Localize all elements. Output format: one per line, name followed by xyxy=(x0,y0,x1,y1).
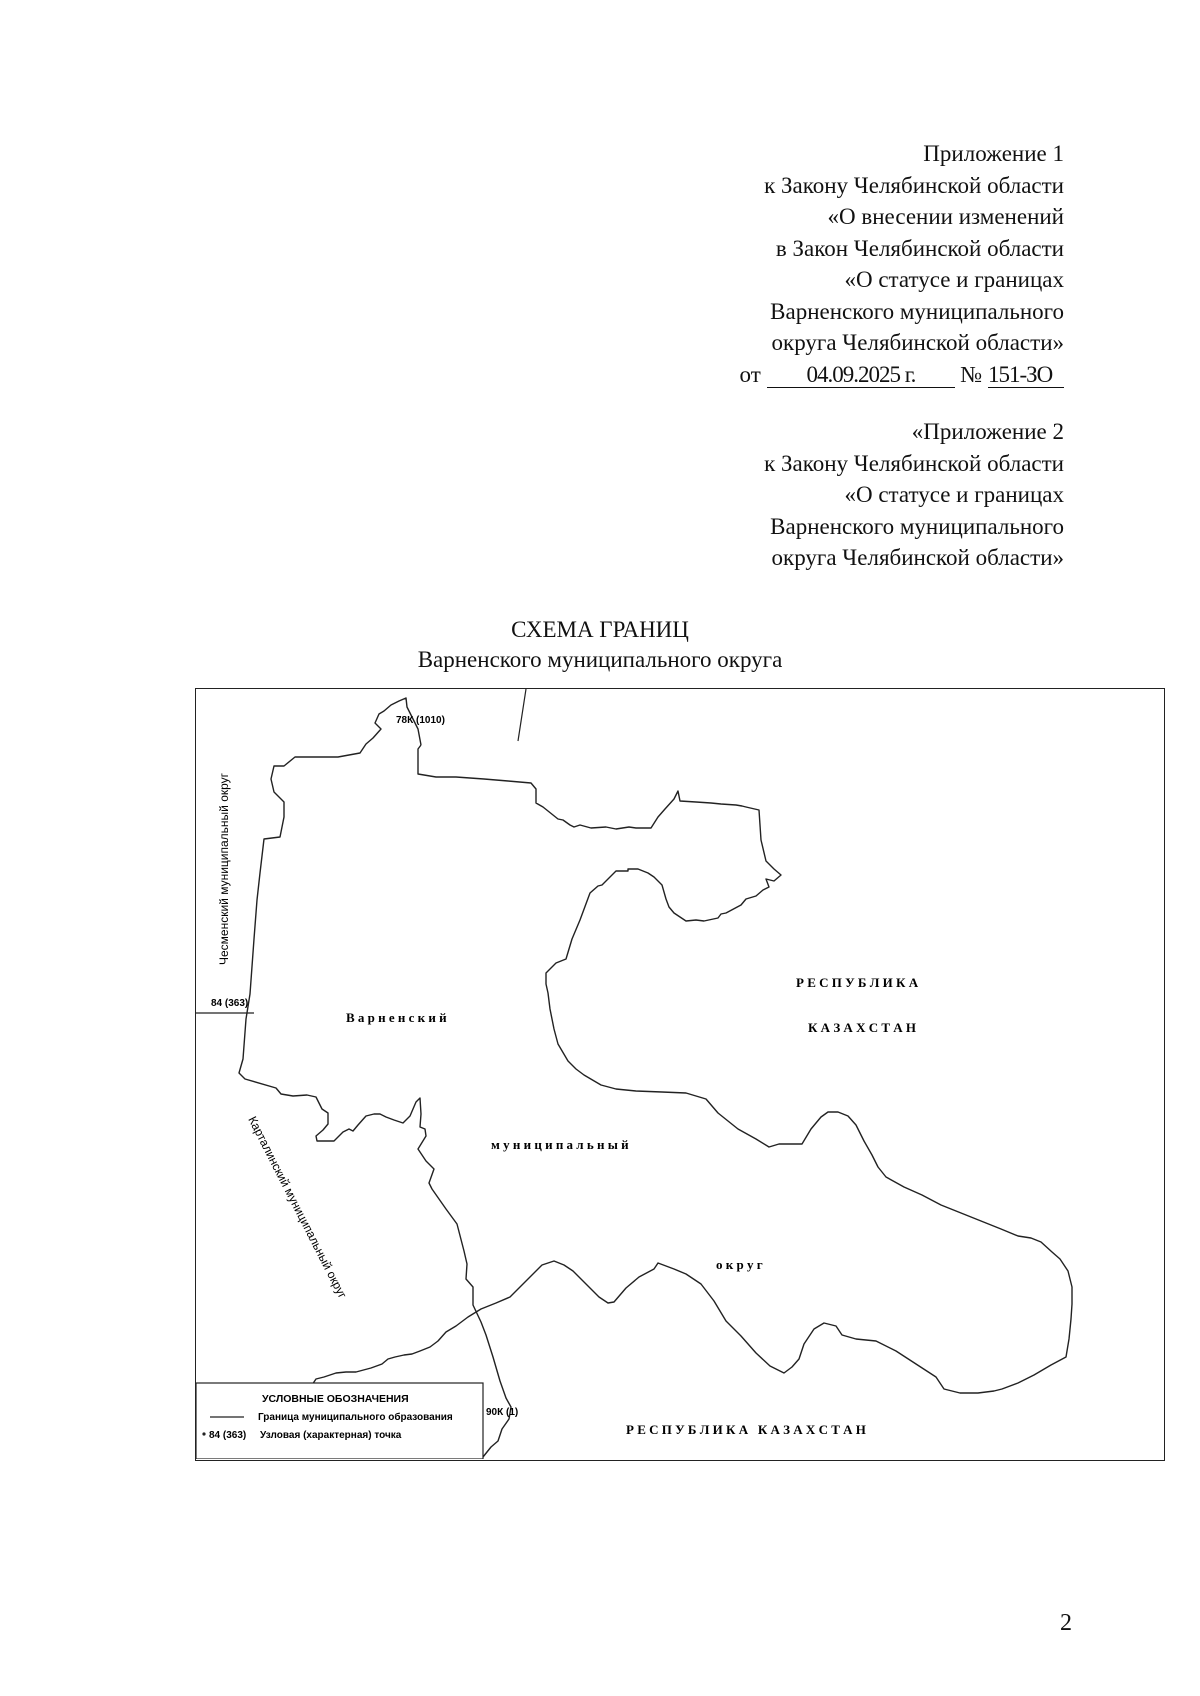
district-label-3: о к р у г xyxy=(716,1257,763,1272)
header2-line: Варненского муниципального xyxy=(770,513,1064,539)
legend-boundary-label: Граница муниципального образования xyxy=(258,1412,453,1423)
map-title-main: СХЕМА ГРАНИЦ xyxy=(511,617,689,642)
legend-title: УСЛОВНЫЕ ОБОЗНАЧЕНИЯ xyxy=(262,1393,409,1405)
map-svg xyxy=(196,689,1163,1459)
header-line: округа Челябинской области» xyxy=(771,330,1064,355)
law-date: 04.09.2025 г. xyxy=(767,363,955,388)
boundary-line-north xyxy=(518,689,526,741)
boundary-line-south xyxy=(483,1447,491,1457)
kazakhstan-label-east-1: Р Е С П У Б Л И К А xyxy=(796,975,919,990)
header2-line: округа Челябинской области» xyxy=(771,545,1064,570)
header-date-line xyxy=(644,359,1064,391)
district-boundary-north xyxy=(291,745,1072,1415)
legend-point-label: Узловая (характерная) точка xyxy=(260,1430,402,1441)
legend-point-sample: 84 (363) xyxy=(209,1430,247,1441)
neighbor-label-kartaly: Карталинский муниципальный округ xyxy=(245,1114,350,1301)
page-number: 2 xyxy=(1060,1610,1072,1636)
map-title xyxy=(0,615,1200,675)
kazakhstan-label-east-2: К А З А Х С Т А Н xyxy=(808,1020,917,1035)
legend-point-dot xyxy=(202,1432,205,1435)
point-label-west: 84 (363) xyxy=(211,998,249,1009)
header2-line: к Закону Челябинской области xyxy=(764,450,1064,476)
appendix-header-2 xyxy=(644,416,1064,574)
neighbor-label-chesma: Чесменский муниципальный округ xyxy=(217,772,231,965)
map-legend xyxy=(196,1383,483,1459)
header-line: в Закон Челябинской области xyxy=(775,235,1064,261)
header2-line: «Приложение 2 xyxy=(911,419,1064,444)
point-label-north: 78К (1010) xyxy=(396,715,445,726)
date-prefix: от xyxy=(739,361,761,387)
kazakhstan-label-south: Р Е С П У Б Л И К А К А З А Х С Т А Н xyxy=(626,1422,866,1437)
law-number: 151-ЗО xyxy=(988,363,1064,388)
appendix-header xyxy=(644,138,1064,390)
header-line: Варненского муниципального xyxy=(770,298,1064,324)
header-line: Приложение 1 xyxy=(923,141,1064,166)
district-label-2: м у н и ц и п а л ь н ы й xyxy=(491,1137,629,1152)
map-title-sub: Варненского муниципального округа xyxy=(417,647,783,672)
district-label-1: В а р н е н с к и й xyxy=(346,1010,447,1025)
header-line: «О статусе и границах xyxy=(844,267,1064,292)
number-prefix: № xyxy=(960,361,983,387)
header2-line: «О статусе и границах xyxy=(844,482,1064,507)
header-line: «О внесении изменений xyxy=(827,204,1064,229)
district-boundary xyxy=(239,698,511,1457)
boundary-map xyxy=(195,688,1165,1461)
point-label-south: 90К (1) xyxy=(486,1407,519,1418)
header-line: к Закону Челябинской области xyxy=(764,172,1064,198)
